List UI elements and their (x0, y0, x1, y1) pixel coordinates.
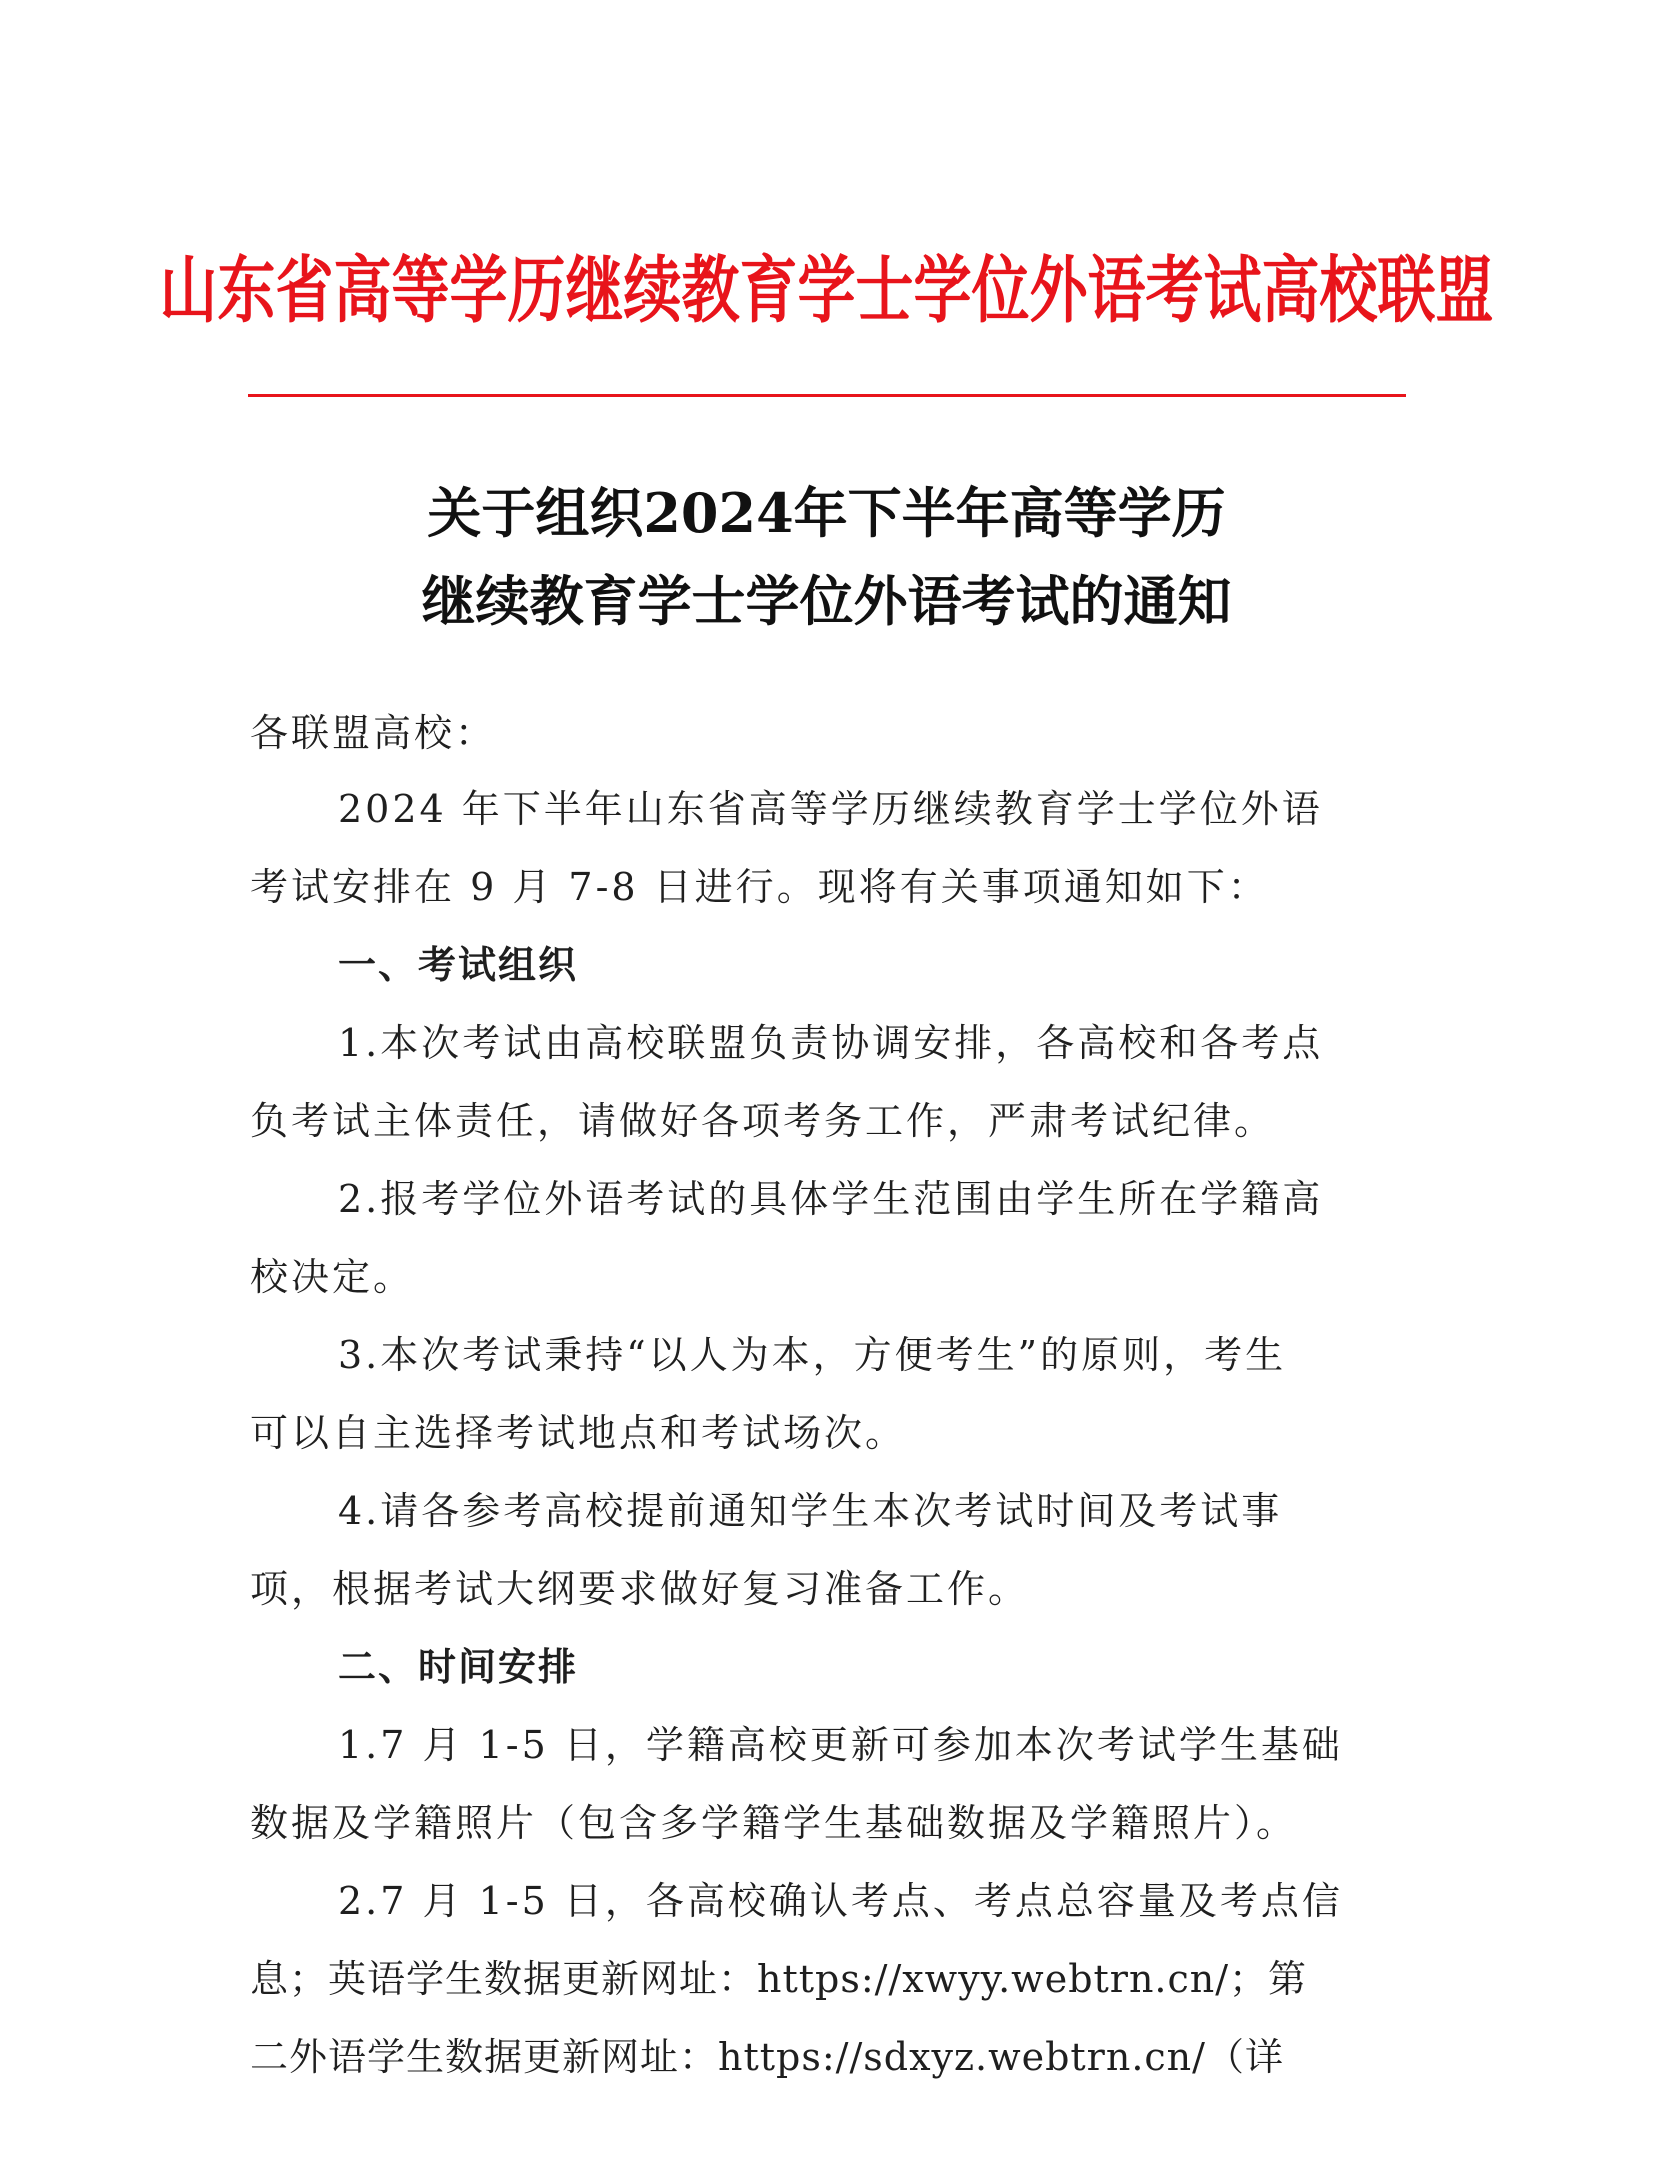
body-line: 考试安排在 9 月 7-8 日进行。现将有关事项通知如下： (250, 865, 1269, 909)
body-line: 1.7 月 1-5 日，学籍高校更新可参加本次考试学生基础 (338, 1723, 1343, 1767)
notice-title-line-1: 关于组织2024年下半年高等学历 (427, 481, 1226, 545)
salutation: 各联盟高校： (250, 711, 497, 755)
body-line: 校决定。 (250, 1255, 415, 1299)
body-line: 2.7 月 1-5 日，各高校确认考点、考点总容量及考点信 (338, 1879, 1343, 1923)
section-heading-organization: 一、考试组织 (338, 943, 579, 987)
body-line: 数据及学籍照片（包含多学籍学生基础数据及学籍照片）。 (250, 1801, 1298, 1845)
body-line: 4.请各参考高校提前通知学生本次考试时间及考试事 (338, 1489, 1283, 1533)
notice-title-line-2: 继续教育学士学位外语考试的通知 (421, 569, 1232, 633)
body-line: 2.报考学位外语考试的具体学生范围由学生所在学籍高 (338, 1177, 1324, 1221)
body-line: 3.本次考试秉持“以人为本，方便考生”的原则，考生 (338, 1333, 1287, 1377)
organization-header: 山东省高等学历继续教育学士学位外语考试高校联盟 (159, 248, 1494, 333)
body-line-with-url: 息；英语学生数据更新网址：https://xwyy.webtrn.cn/；第 (250, 1957, 1308, 2001)
header-red-divider (248, 394, 1406, 397)
section-heading-schedule: 二、时间安排 (338, 1645, 579, 1689)
body-line: 项，根据考试大纲要求做好复习准备工作。 (250, 1567, 1030, 1611)
body-line: 2024 年下半年山东省高等学历继续教育学士学位外语 (338, 787, 1323, 831)
body-line: 可以自主选择考试地点和考试场次。 (250, 1411, 907, 1455)
body-line-with-url: 二外语学生数据更新网址：https://sdxyz.webtrn.cn/（详 (250, 2035, 1284, 2079)
body-line: 1.本次考试由高校联盟负责协调安排，各高校和各考点 (338, 1021, 1324, 1065)
body-line: 负考试主体责任，请做好各项考务工作，严肃考试纪律。 (250, 1099, 1276, 1143)
